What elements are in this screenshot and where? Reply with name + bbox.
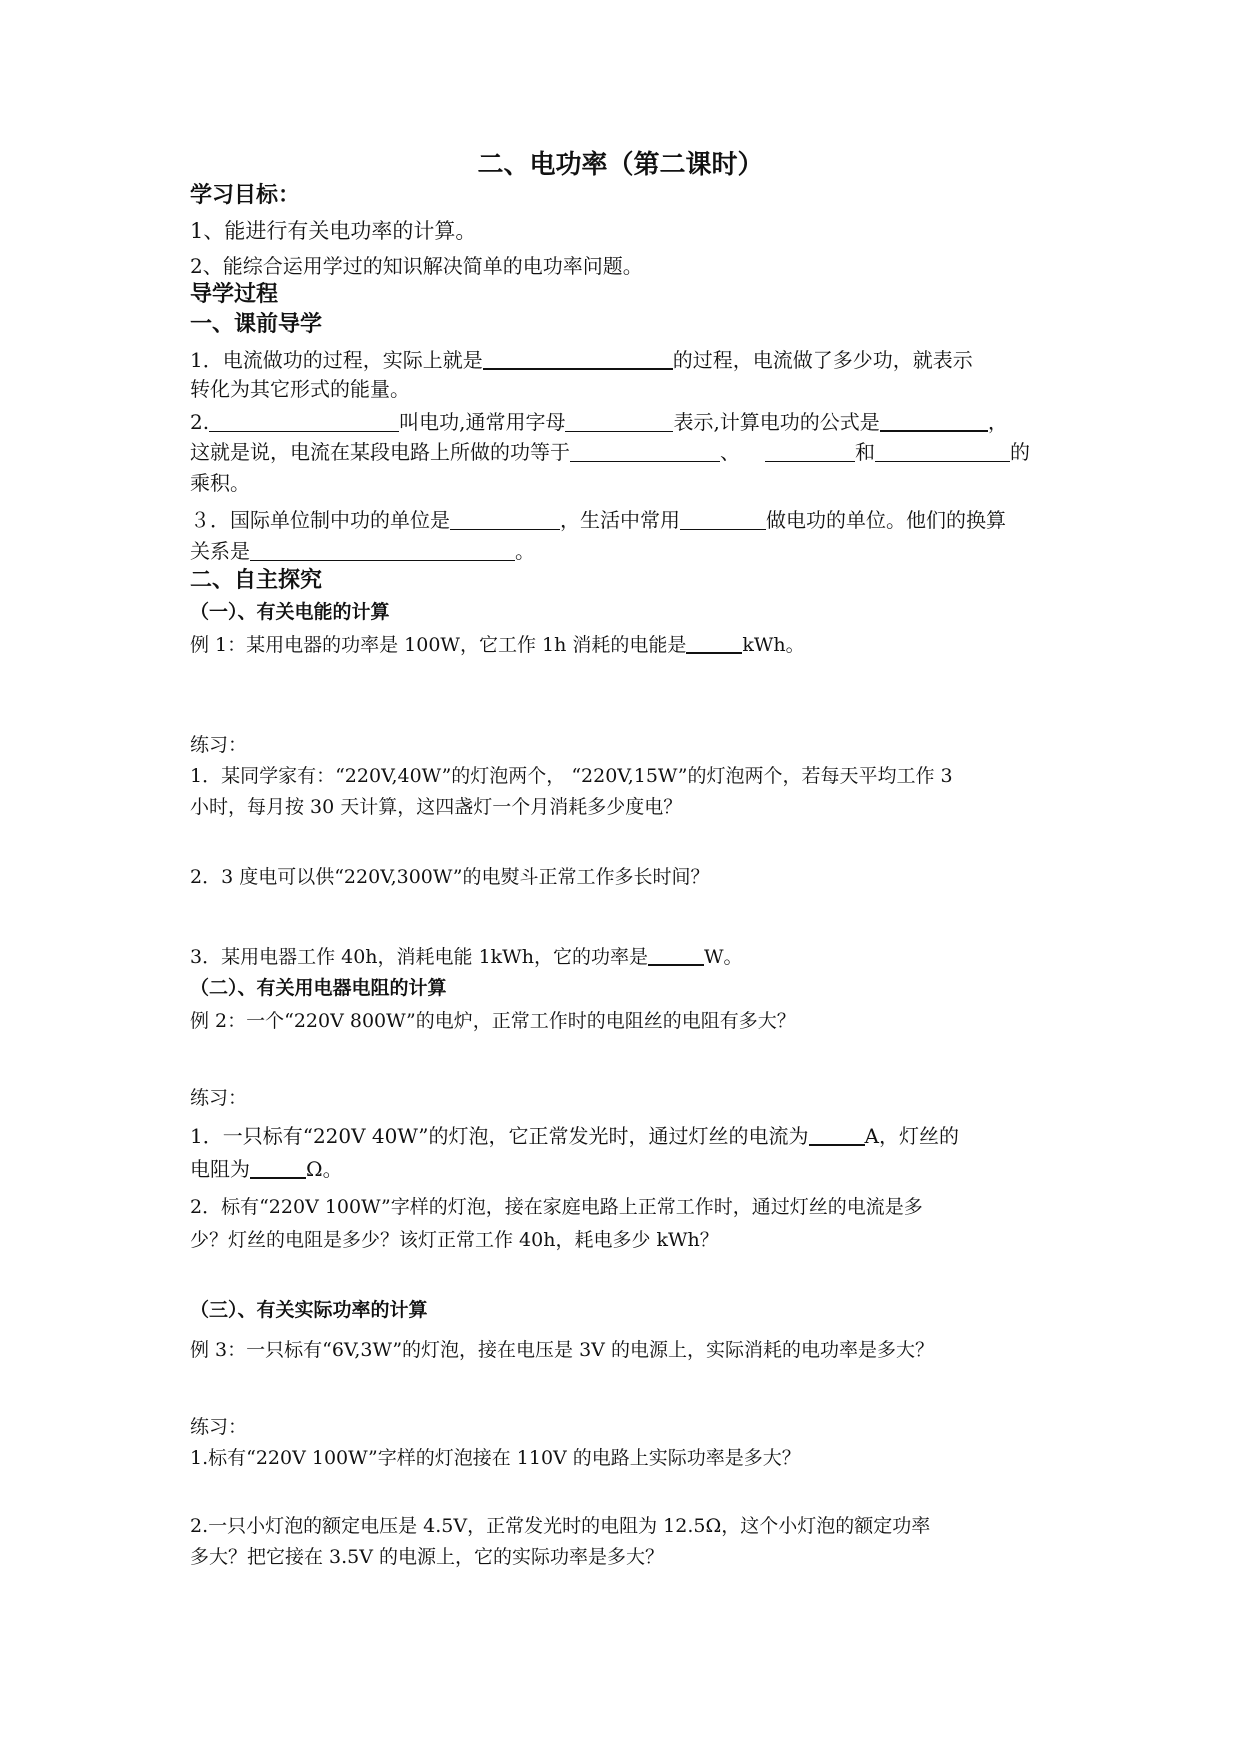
section-2-heading: （二）、有关用电器电阻的计算 [190, 977, 447, 999]
blank-field[interactable] [680, 505, 766, 530]
question-3-line: 关系是 。 [190, 536, 1060, 566]
practice-2-line: 多大？把它接在 3.5V 的电源上，它的实际功率是多大？ [190, 1546, 665, 1568]
objective-item: 2、能综合运用学过的知识解决简单的电功率问题。 [190, 254, 643, 278]
objective-item: 1、能进行有关电功率的计算。 [190, 219, 477, 243]
question-2-line: 这就是说，电流在某段电路上所做的功等于 、 和 的 [190, 437, 1060, 467]
question-1-line: 1．电流做功的过程，实际上就是 的过程，电流做了多少功，就表示 [190, 344, 1060, 375]
question-3-line: ３．国际单位制中功的单位是 ，生活中常用 做电功的单位。他们的换算 [190, 505, 1060, 535]
blank-field[interactable] [250, 536, 515, 561]
practice-1-line: 电阻为 Ω。 [190, 1153, 1060, 1184]
section-3-heading: （三）、有关实际功率的计算 [190, 1299, 428, 1321]
question-2-line: 2. 叫电功,通常用字母 表示,计算电功的公式是 ， [190, 406, 1060, 437]
blank-field[interactable] [250, 1153, 306, 1179]
blank-field[interactable] [765, 437, 855, 462]
practice-1: 1.标有“220V 100W”字样的灯泡接在 110V 的电路上实际功率是多大？ [190, 1447, 801, 1469]
blank-field[interactable] [809, 1120, 865, 1146]
blank-field[interactable] [209, 407, 399, 432]
practice-2: 2．3 度电可以供“220V,300W”的电熨斗正常工作多长时间？ [190, 866, 710, 888]
blank-field[interactable] [880, 406, 988, 432]
blank-field[interactable] [686, 628, 742, 654]
part1-heading: 一、课前导学 [190, 312, 323, 337]
practice-1-line: 1．一只标有“220V 40W”的灯泡，它正常发光时，通过灯丝的电流为 A，灯丝的 [190, 1120, 1060, 1151]
objectives-heading: 学习目标： [190, 183, 301, 208]
example-1: 例 1：某用电器的功率是 100W，它工作 1h 消耗的电能是 kWh。 [190, 628, 1060, 660]
practice-3: 3．某用电器工作 40h，消耗电能 1kWh，它的功率是 W。 [190, 940, 1060, 972]
question-1-line: 转化为其它形式的能量。 [190, 377, 410, 401]
practice-1-line: 1．某同学家有：“220V,40W”的灯泡两个， “220V,15W”的灯泡两个，若每天平均工作 3 [190, 765, 953, 787]
blank-field[interactable] [648, 940, 704, 966]
blank-field[interactable] [875, 437, 1010, 462]
blank-field[interactable] [565, 407, 673, 432]
practice-2-line: 2．标有“220V 100W”字样的灯泡，接在家庭电路上正常工作时，通过灯丝的电流是多 [190, 1196, 923, 1218]
practice-2-line: 少？灯丝的电阻是多少？该灯正常工作 40h，耗电多少 kWh？ [190, 1229, 719, 1251]
part2-heading: 二、自主探究 [190, 568, 323, 593]
blank-field[interactable] [483, 344, 673, 370]
process-heading: 导学过程 [190, 282, 279, 307]
example-3: 例 3：一只标有“6V,3W”的灯泡，接在电压是 3V 的电源上，实际消耗的电功率是多大？ [190, 1339, 934, 1361]
practice-label: 练习： [190, 1087, 248, 1109]
practice-label: 练习： [190, 1416, 248, 1438]
practice-label: 练习： [190, 734, 248, 756]
practice-1-line: 小时，每月按 30 天计算，这四盏灯一个月消耗多少度电？ [190, 796, 683, 818]
blank-field[interactable] [450, 505, 560, 530]
example-2: 例 2：一个“220V 800W”的电炉，正常工作时的电阻丝的电阻有多大？ [190, 1010, 796, 1032]
practice-2-line: 2.一只小灯泡的额定电压是 4.5V，正常发光时的电阻为 12.5Ω，这个小灯泡的额定功率 [190, 1515, 931, 1537]
blank-field[interactable] [570, 437, 720, 462]
page-title: 二、电功率（第二课时） [477, 150, 764, 180]
section-1-heading: （一）、有关电能的计算 [190, 601, 390, 623]
question-2-line: 乘积。 [190, 471, 250, 495]
